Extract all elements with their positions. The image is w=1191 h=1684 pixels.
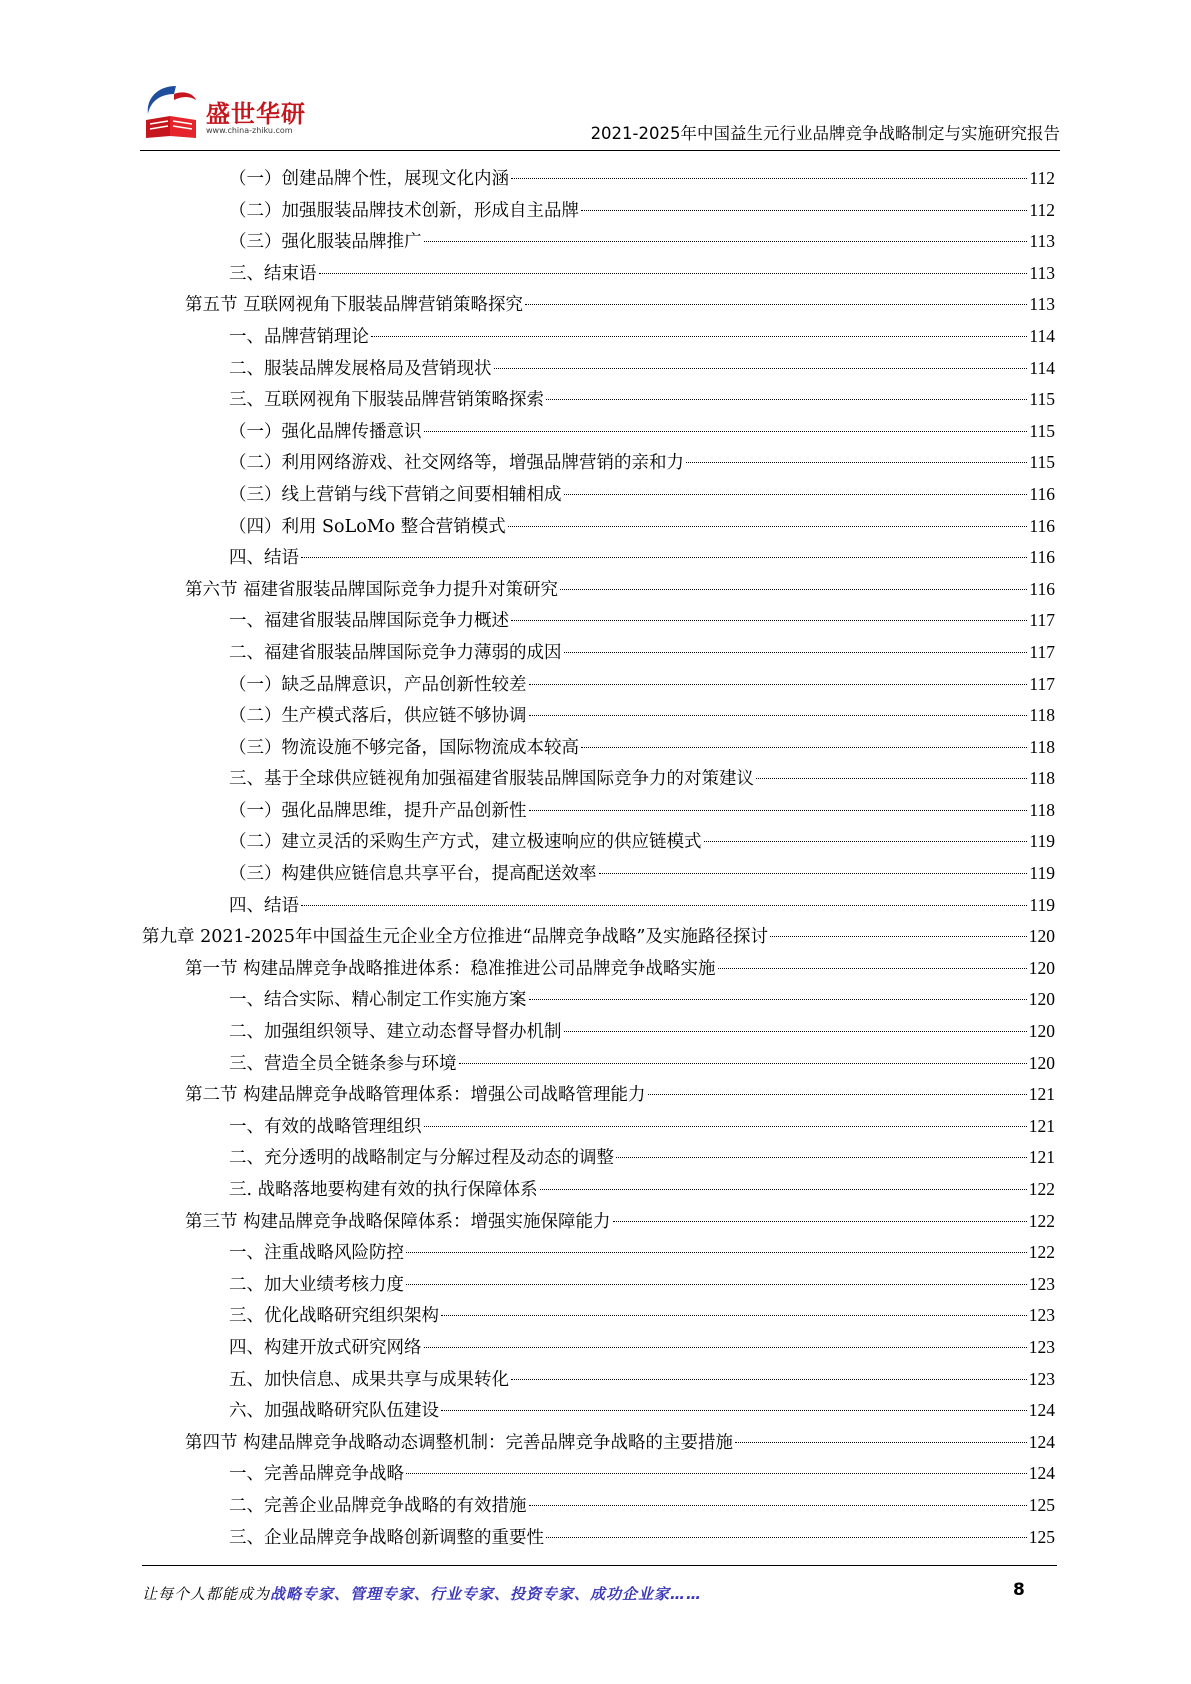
toc-dot-leader <box>564 1030 1027 1032</box>
toc-dot-leader <box>686 461 1027 463</box>
toc-entry-page: 118 <box>1029 705 1055 726</box>
toc-entry-title: 二、服装品牌发展格局及营销现状 <box>229 358 492 379</box>
toc-entry[interactable] <box>142 1458 1055 1490</box>
toc-entry[interactable] <box>142 195 1055 227</box>
toc-entry-page: 122 <box>1028 1242 1055 1263</box>
toc-dot-leader <box>756 777 1027 779</box>
toc-entry-title: 三、结束语 <box>229 263 317 284</box>
toc-entry-page: 123 <box>1028 1368 1055 1389</box>
toc-entry-title: 一、完善品牌竞争战略 <box>229 1464 404 1485</box>
toc-entry-title: 三、营造全员全链条参与环境 <box>229 1053 457 1074</box>
toc-dot-leader <box>424 430 1028 432</box>
toc-entry-page: 113 <box>1029 231 1055 252</box>
toc-dot-leader <box>525 303 1027 305</box>
toc-entry[interactable] <box>142 1364 1055 1396</box>
toc-entry-page: 118 <box>1029 799 1055 820</box>
toc-entry-page: 120 <box>1028 1052 1055 1073</box>
toc-entry-title: 三、基于全球供应链视角加强福建省服装品牌国际竞争力的对策建议 <box>229 769 754 790</box>
toc-entry[interactable] <box>142 795 1055 827</box>
toc-dot-leader <box>424 1125 1027 1127</box>
toc-entry[interactable] <box>142 416 1055 448</box>
toc-entry-title: （一）强化品牌思维，提升产品创新性 <box>229 800 527 821</box>
toc-entry-title: （三）线上营销与线下营销之间要相辅相成 <box>229 484 562 505</box>
toc-entry-title: 一、注重战略风险防控 <box>229 1243 404 1264</box>
toc-entry-title: 二、加强组织领导、建立动态督导督办机制 <box>229 1022 562 1043</box>
toc-dot-leader <box>735 1441 1027 1443</box>
toc-dot-leader <box>441 1409 1027 1411</box>
report-title: 2021-2025年中国益生元行业品牌竞争战略制定与实施研究报告 <box>590 124 1060 143</box>
page-number: 8 <box>1013 1580 1025 1600</box>
toc-entry-page: 123 <box>1028 1305 1055 1326</box>
toc-entry-title: （二）生产模式落后，供应链不够协调 <box>229 706 527 727</box>
toc-entry[interactable] <box>142 1048 1055 1080</box>
toc-entry[interactable] <box>142 289 1055 321</box>
toc-entry-title: 第一节 构建品牌竞争战略推进体系：稳准推进公司品牌竞争战略实施 <box>185 958 716 979</box>
toc-dot-leader <box>529 714 1028 716</box>
toc-entry-page: 122 <box>1028 1179 1055 1199</box>
toc-entry-page: 121 <box>1028 1084 1055 1105</box>
toc-dot-leader <box>511 1378 1027 1380</box>
toc-entry-title: 四、结语 <box>229 548 299 569</box>
toc-entry[interactable] <box>142 921 1055 953</box>
toc-entry-page: 117 <box>1029 673 1055 694</box>
toc-entry[interactable] <box>142 1206 1055 1238</box>
toc-dot-leader <box>494 367 1028 369</box>
toc-entry[interactable] <box>142 447 1055 479</box>
toc-dot-leader <box>529 809 1028 811</box>
toc-dot-leader <box>546 1536 1027 1538</box>
toc-entry[interactable] <box>142 1142 1055 1174</box>
toc-dot-leader <box>511 177 1027 179</box>
toc-entry[interactable] <box>142 1079 1055 1111</box>
toc-entry-page: 116 <box>1029 515 1055 536</box>
toc-dot-leader <box>770 935 1027 937</box>
toc-entry-title: 二、完善企业品牌竞争战略的有效措施 <box>229 1495 527 1516</box>
toc-entry-title: 三、互联网视角下服装品牌营销策略探索 <box>229 390 544 411</box>
slogan-highlight: 战略专家、管理专家、行业专家、投资专家、成功企业家…… <box>270 1585 703 1603</box>
toc-dot-leader <box>564 651 1028 653</box>
toc-entry-title: 六、加强战略研究队伍建设 <box>229 1401 439 1422</box>
toc-dot-leader <box>424 240 1028 242</box>
toc-entry-title: 第三节 构建品牌竞争战略保障体系：增强实施保障能力 <box>185 1211 611 1232</box>
toc-entry-page: 120 <box>1028 957 1055 978</box>
toc-entry-title: （三）构建供应链信息共享平台，提高配送效率 <box>229 864 597 885</box>
toc-entry[interactable] <box>142 511 1055 543</box>
toc-entry-title: 二、福建省服装品牌国际竞争力薄弱的成因 <box>229 642 562 663</box>
toc-entry[interactable] <box>142 1490 1055 1522</box>
page-header <box>140 78 1060 151</box>
toc-entry-title: （一）强化品牌传播意识 <box>229 421 422 442</box>
toc-dot-leader <box>441 1314 1027 1316</box>
toc-entry-page: 117 <box>1029 610 1055 631</box>
toc-entry[interactable] <box>142 1522 1055 1554</box>
toc-entry-title: （二）利用网络游戏、社交网络等，增强品牌营销的亲和力 <box>229 453 684 474</box>
toc-entry-page: 112 <box>1029 199 1055 220</box>
toc-entry-page: 121 <box>1028 1115 1055 1136</box>
toc-dot-leader <box>424 1346 1027 1348</box>
toc-entry-title: 二、充分透明的战略制定与分解过程及动态的调整 <box>229 1148 614 1169</box>
slogan-prefix: 让每个人都能成为 <box>142 1585 271 1603</box>
toc-entry-title: 二、加大业绩考核力度 <box>229 1274 404 1295</box>
toc-dot-leader <box>560 588 1027 590</box>
toc-entry[interactable] <box>142 1300 1055 1332</box>
toc-entry-page: 124 <box>1028 1400 1055 1421</box>
toc-entry[interactable] <box>142 763 1055 795</box>
toc-entry-title: 三、企业品牌竞争战略创新调整的重要性 <box>229 1527 544 1548</box>
toc-entry-page: 121 <box>1028 1147 1055 1168</box>
toc-entry-page: 113 <box>1029 262 1055 283</box>
toc-entry-page: 115 <box>1029 389 1055 410</box>
toc-dot-leader <box>406 1472 1027 1474</box>
toc-entry-title: 一、有效的战略管理组织 <box>229 1116 422 1137</box>
toc-dot-leader <box>529 1504 1027 1506</box>
toc-entry[interactable] <box>142 1395 1055 1427</box>
toc-dot-leader <box>511 619 1027 621</box>
logo-text: 盛世华研 <box>206 100 306 128</box>
toc-entry-page: 120 <box>1028 1021 1055 1042</box>
toc-entry-title: （一）创建品牌个性，展现文化内涵 <box>229 169 509 189</box>
toc-dot-leader <box>564 493 1028 495</box>
toc-entry-page: 114 <box>1029 357 1055 378</box>
toc-entry-page: 116 <box>1029 483 1055 504</box>
toc-dot-leader <box>704 840 1028 842</box>
toc-entry-page: 123 <box>1028 1273 1055 1294</box>
toc-entry[interactable] <box>142 700 1055 732</box>
toc-entry-page: 117 <box>1029 641 1055 662</box>
toc-entry[interactable] <box>142 479 1055 511</box>
company-logo <box>140 80 320 146</box>
toc-dot-leader <box>406 1283 1027 1285</box>
toc-dot-leader <box>718 967 1027 969</box>
toc-entry-title: 第九章 2021-2025年中国益生元企业全方位推进“品牌竞争战略”及实施路径探讨 <box>142 927 768 948</box>
toc-entry-title: （一）缺乏品牌意识，产品创新性较差 <box>229 674 527 695</box>
toc-entry-page: 119 <box>1029 831 1055 852</box>
toc-dot-leader <box>529 683 1028 685</box>
toc-entry[interactable] <box>142 1427 1055 1459</box>
toc-entry-title: 四、构建开放式研究网络 <box>229 1337 422 1358</box>
toc-dot-leader <box>459 1062 1027 1064</box>
toc-entry[interactable] <box>142 574 1055 606</box>
toc-entry[interactable] <box>142 163 1055 195</box>
toc-entry[interactable] <box>142 1174 1055 1206</box>
toc-dot-leader <box>508 525 1028 527</box>
toc-entry[interactable] <box>142 890 1055 922</box>
toc-entry-page: 112 <box>1029 168 1055 188</box>
toc-entry-page: 118 <box>1029 768 1055 789</box>
toc-entry-page: 125 <box>1028 1526 1055 1547</box>
toc-dot-leader <box>616 1156 1027 1158</box>
toc-entry[interactable] <box>142 669 1055 701</box>
toc-dot-leader <box>319 272 1028 274</box>
toc-dot-leader <box>540 1188 1027 1190</box>
toc-dot-leader <box>529 998 1027 1000</box>
toc-dot-leader <box>613 1220 1027 1222</box>
toc-dot-leader <box>546 398 1027 400</box>
toc-entry-page: 124 <box>1028 1463 1055 1484</box>
toc-entry[interactable] <box>142 1332 1055 1364</box>
toc-dot-leader <box>581 746 1027 748</box>
toc-entry-title: 一、结合实际、精心制定工作实施方案 <box>229 990 527 1011</box>
book-swirl-icon <box>140 80 204 144</box>
toc-dot-leader <box>599 872 1028 874</box>
toc-entry[interactable] <box>142 858 1055 890</box>
footer-slogan <box>142 1583 702 1604</box>
logo-url: www.china-zhiku.com <box>206 126 293 135</box>
toc-entry-title: （四）利用 SoLoMo 整合营销模式 <box>229 516 506 537</box>
toc-entry-page: 122 <box>1028 1210 1055 1231</box>
toc-entry[interactable] <box>142 258 1055 290</box>
toc-entry[interactable] <box>142 953 1055 985</box>
toc-entry-page: 123 <box>1028 1336 1055 1357</box>
toc-entry-title: （三）物流设施不够完备，国际物流成本较高 <box>229 737 579 758</box>
toc-dot-leader <box>371 335 1027 337</box>
toc-entry-page: 119 <box>1029 894 1055 915</box>
toc-entry[interactable] <box>142 353 1055 385</box>
toc-entry-title: 一、福建省服装品牌国际竞争力概述 <box>229 611 509 632</box>
toc-entry[interactable] <box>142 384 1055 416</box>
toc-entry-page: 120 <box>1028 989 1055 1010</box>
toc-dot-leader <box>301 904 1027 906</box>
toc-entry-title: 一、品牌营销理论 <box>229 326 369 347</box>
toc-entry-page: 118 <box>1029 736 1055 757</box>
toc-entry-title: 四、结语 <box>229 895 299 916</box>
toc-entry[interactable] <box>142 637 1055 669</box>
toc-entry-title: 三. 战略落地要构建有效的执行保障体系 <box>229 1180 538 1200</box>
toc-entry[interactable] <box>142 732 1055 764</box>
toc-entry[interactable] <box>142 1269 1055 1301</box>
toc-dot-leader <box>406 1251 1027 1253</box>
toc-entry-title: 第五节 互联网视角下服装品牌营销策略探究 <box>185 295 524 316</box>
toc-entry-page: 124 <box>1028 1431 1055 1452</box>
toc-entry-title: （二）加强服装品牌技术创新，形成自主品牌 <box>229 200 579 221</box>
toc-entry[interactable] <box>142 1111 1055 1143</box>
toc-entry[interactable] <box>142 605 1055 637</box>
toc-entry[interactable] <box>142 1016 1055 1048</box>
toc-entry[interactable] <box>142 984 1055 1016</box>
toc-entry[interactable] <box>142 226 1055 258</box>
toc-entry-page: 113 <box>1029 294 1055 315</box>
toc-entry-page: 115 <box>1029 420 1055 441</box>
toc-entry[interactable] <box>142 542 1055 574</box>
toc-entry-title: （三）强化服装品牌推广 <box>229 232 422 253</box>
toc-entry[interactable] <box>142 1237 1055 1269</box>
toc-entry-page: 125 <box>1028 1494 1055 1515</box>
toc-dot-leader <box>581 209 1027 211</box>
toc-entry-page: 119 <box>1029 863 1055 884</box>
table-of-contents <box>142 163 1055 1553</box>
toc-entry-page: 114 <box>1029 325 1055 346</box>
toc-entry-page: 116 <box>1029 547 1055 568</box>
toc-entry-page: 116 <box>1029 578 1055 599</box>
toc-entry-title: 第六节 福建省服装品牌国际竞争力提升对策研究 <box>185 579 559 600</box>
footer-divider <box>142 1565 1057 1566</box>
toc-entry-title: 第四节 构建品牌竞争战略动态调整机制：完善品牌竞争战略的主要措施 <box>185 1432 734 1453</box>
toc-entry-title: 三、优化战略研究组织架构 <box>229 1306 439 1327</box>
toc-entry-title: 第二节 构建品牌竞争战略管理体系：增强公司战略管理能力 <box>185 1085 646 1106</box>
toc-entry-title: 五、加快信息、成果共享与成果转化 <box>229 1369 509 1390</box>
toc-dot-leader <box>301 556 1027 558</box>
toc-entry-page: 115 <box>1029 452 1055 473</box>
toc-dot-leader <box>648 1093 1027 1095</box>
toc-entry-page: 120 <box>1028 926 1055 947</box>
toc-entry[interactable] <box>142 826 1055 858</box>
toc-entry[interactable] <box>142 321 1055 353</box>
toc-entry-title: （二）建立灵活的采购生产方式，建立极速响应的供应链模式 <box>229 832 702 853</box>
